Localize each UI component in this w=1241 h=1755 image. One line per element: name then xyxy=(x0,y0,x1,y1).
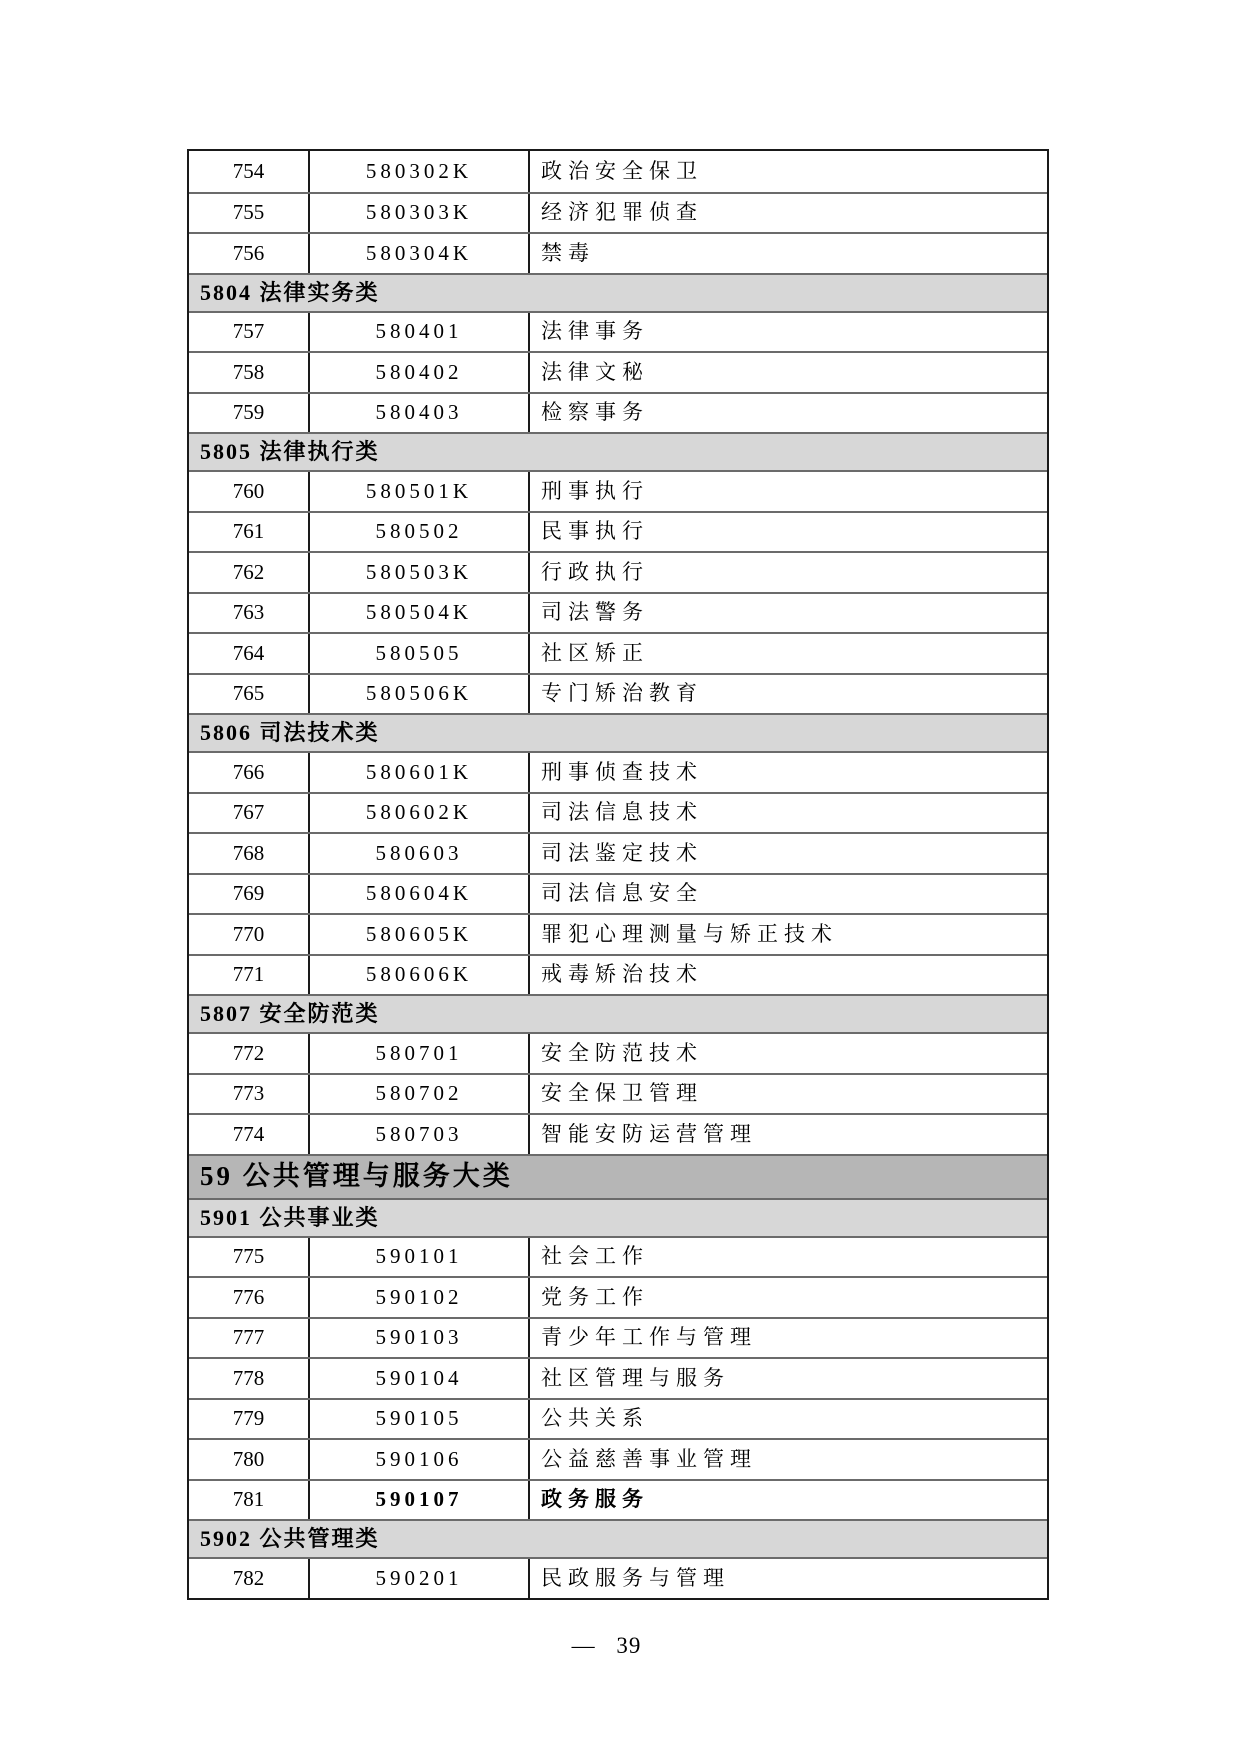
table-row xyxy=(189,1438,1047,1479)
table-row xyxy=(189,1479,1047,1520)
page-footer xyxy=(0,1633,1241,1659)
name-cell: 专门矫治教育 xyxy=(541,681,703,706)
major-category-header-row xyxy=(189,1154,1047,1198)
table-row xyxy=(189,1032,1047,1073)
code-cell: 590101 xyxy=(310,1238,530,1277)
code-cell: 580605K xyxy=(310,915,530,954)
name-cell: 安全保卫管理 xyxy=(541,1081,703,1106)
serial-cell: 778 xyxy=(189,1359,310,1398)
serial-cell: 782 xyxy=(189,1559,310,1598)
code-cell: 590107 xyxy=(310,1481,530,1520)
code-cell: 590106 xyxy=(310,1440,530,1479)
serial-cell: 781 xyxy=(189,1481,310,1520)
name-cell: 社区管理与服务 xyxy=(541,1365,730,1390)
table-row xyxy=(189,792,1047,833)
serial-cell: 762 xyxy=(189,553,310,592)
table-row xyxy=(189,151,1047,192)
name-cell: 司法警务 xyxy=(541,600,649,625)
serial-cell: 770 xyxy=(189,915,310,954)
table-row xyxy=(189,1113,1047,1154)
code-cell: 590102 xyxy=(310,1278,530,1317)
table-row xyxy=(189,632,1047,673)
serial-cell: 775 xyxy=(189,1238,310,1277)
name-cell: 戒毒矫治技术 xyxy=(541,962,703,987)
code-cell: 590104 xyxy=(310,1359,530,1398)
name-cell: 社会工作 xyxy=(541,1244,649,1269)
serial-cell: 765 xyxy=(189,675,310,714)
name-cell: 青少年工作与管理 xyxy=(541,1325,757,1350)
code-cell: 580702 xyxy=(310,1075,530,1114)
name-cell: 行政执行 xyxy=(541,559,649,584)
serial-cell: 754 xyxy=(189,151,310,192)
serial-cell: 756 xyxy=(189,234,310,273)
serial-cell: 774 xyxy=(189,1115,310,1154)
name-cell: 法律文秘 xyxy=(541,359,649,384)
code-cell: 580701 xyxy=(310,1034,530,1073)
name-cell: 经济犯罪侦查 xyxy=(541,200,703,225)
serial-cell: 758 xyxy=(189,353,310,392)
name-cell: 司法信息技术 xyxy=(541,800,703,825)
code-cell: 580503K xyxy=(310,553,530,592)
table-row xyxy=(189,1276,1047,1317)
code-cell: 590103 xyxy=(310,1319,530,1358)
code-cell: 580601K xyxy=(310,753,530,792)
code-cell: 580603 xyxy=(310,834,530,873)
name-cell: 检察事务 xyxy=(541,400,649,425)
table-row xyxy=(189,1357,1047,1398)
name-cell: 智能安防运营管理 xyxy=(541,1121,757,1146)
page-number: — 39 xyxy=(571,1633,642,1658)
code-cell: 580402 xyxy=(310,353,530,392)
serial-cell: 773 xyxy=(189,1075,310,1114)
category-header-row xyxy=(189,273,1047,311)
serial-cell: 768 xyxy=(189,834,310,873)
serial-cell: 759 xyxy=(189,394,310,433)
code-cell: 580602K xyxy=(310,794,530,833)
serial-cell: 761 xyxy=(189,513,310,552)
serial-cell: 766 xyxy=(189,753,310,792)
code-cell: 580504K xyxy=(310,594,530,633)
code-cell: 580304K xyxy=(310,234,530,273)
serial-cell: 779 xyxy=(189,1400,310,1439)
serial-cell: 780 xyxy=(189,1440,310,1479)
name-cell: 刑事侦查技术 xyxy=(541,759,703,784)
table-row xyxy=(189,192,1047,233)
table-row xyxy=(189,1073,1047,1114)
category-header-label: 5806 司法技术类 xyxy=(200,720,380,745)
table-row xyxy=(189,551,1047,592)
table-row xyxy=(189,511,1047,552)
code-cell: 580502 xyxy=(310,513,530,552)
code-cell: 590105 xyxy=(310,1400,530,1439)
table-row xyxy=(189,351,1047,392)
serial-cell: 777 xyxy=(189,1319,310,1358)
name-cell: 司法信息安全 xyxy=(541,881,703,906)
code-cell: 580401 xyxy=(310,313,530,352)
name-cell: 罪犯心理测量与矫正技术 xyxy=(541,921,838,946)
serial-cell: 757 xyxy=(189,313,310,352)
name-cell: 公共关系 xyxy=(541,1406,649,1431)
serial-cell: 776 xyxy=(189,1278,310,1317)
code-cell: 580302K xyxy=(310,151,530,192)
serial-cell: 760 xyxy=(189,472,310,511)
name-cell: 安全防范技术 xyxy=(541,1040,703,1065)
serial-cell: 755 xyxy=(189,194,310,233)
name-cell: 政治安全保卫 xyxy=(541,158,703,183)
serial-cell: 767 xyxy=(189,794,310,833)
category-header-label: 5807 安全防范类 xyxy=(200,1001,380,1026)
code-cell: 580501K xyxy=(310,472,530,511)
table-row xyxy=(189,913,1047,954)
category-header-row xyxy=(189,994,1047,1032)
category-header-row xyxy=(189,713,1047,751)
table-row xyxy=(189,954,1047,995)
table-row xyxy=(189,1398,1047,1439)
table-row xyxy=(189,832,1047,873)
table-row xyxy=(189,873,1047,914)
code-cell: 590201 xyxy=(310,1559,530,1598)
category-header-label: 5804 法律实务类 xyxy=(200,279,380,305)
table-row xyxy=(189,592,1047,633)
table-row xyxy=(189,470,1047,511)
serial-cell: 763 xyxy=(189,594,310,633)
table-row xyxy=(189,311,1047,352)
name-cell: 民政服务与管理 xyxy=(541,1565,730,1590)
category-header-row xyxy=(189,1198,1047,1236)
category-header-label: 5805 法律执行类 xyxy=(200,439,380,464)
serial-cell: 769 xyxy=(189,875,310,914)
table-row xyxy=(189,392,1047,433)
code-cell: 580505 xyxy=(310,634,530,673)
category-header-label: 5902 公共管理类 xyxy=(200,1526,380,1551)
code-cell: 580303K xyxy=(310,194,530,233)
name-cell: 社区矫正 xyxy=(541,640,649,665)
name-cell: 公益慈善事业管理 xyxy=(541,1446,757,1471)
code-cell: 580606K xyxy=(310,956,530,995)
category-header-row xyxy=(189,432,1047,470)
code-cell: 580403 xyxy=(310,394,530,433)
table-row xyxy=(189,1236,1047,1277)
name-cell: 禁毒 xyxy=(541,240,595,265)
serial-cell: 764 xyxy=(189,634,310,673)
name-cell: 党务工作 xyxy=(541,1284,649,1309)
table-row xyxy=(189,751,1047,792)
code-cell: 580703 xyxy=(310,1115,530,1154)
major-codes-table xyxy=(187,149,1049,1600)
name-cell: 刑事执行 xyxy=(541,478,649,503)
code-cell: 580506K xyxy=(310,675,530,714)
code-cell: 580604K xyxy=(310,875,530,914)
category-header-label: 5901 公共事业类 xyxy=(200,1204,380,1230)
table-row xyxy=(189,232,1047,273)
name-cell: 民事执行 xyxy=(541,519,649,544)
major-category-header-label: 59 公共管理与服务大类 xyxy=(200,1161,513,1191)
name-cell: 司法鉴定技术 xyxy=(541,840,703,865)
name-cell: 政务服务 xyxy=(541,1487,649,1512)
table-row xyxy=(189,1557,1047,1598)
serial-cell: 771 xyxy=(189,956,310,995)
name-cell: 法律事务 xyxy=(541,319,649,344)
category-header-row xyxy=(189,1519,1047,1557)
serial-cell: 772 xyxy=(189,1034,310,1073)
table-row xyxy=(189,1317,1047,1358)
table-row xyxy=(189,673,1047,714)
